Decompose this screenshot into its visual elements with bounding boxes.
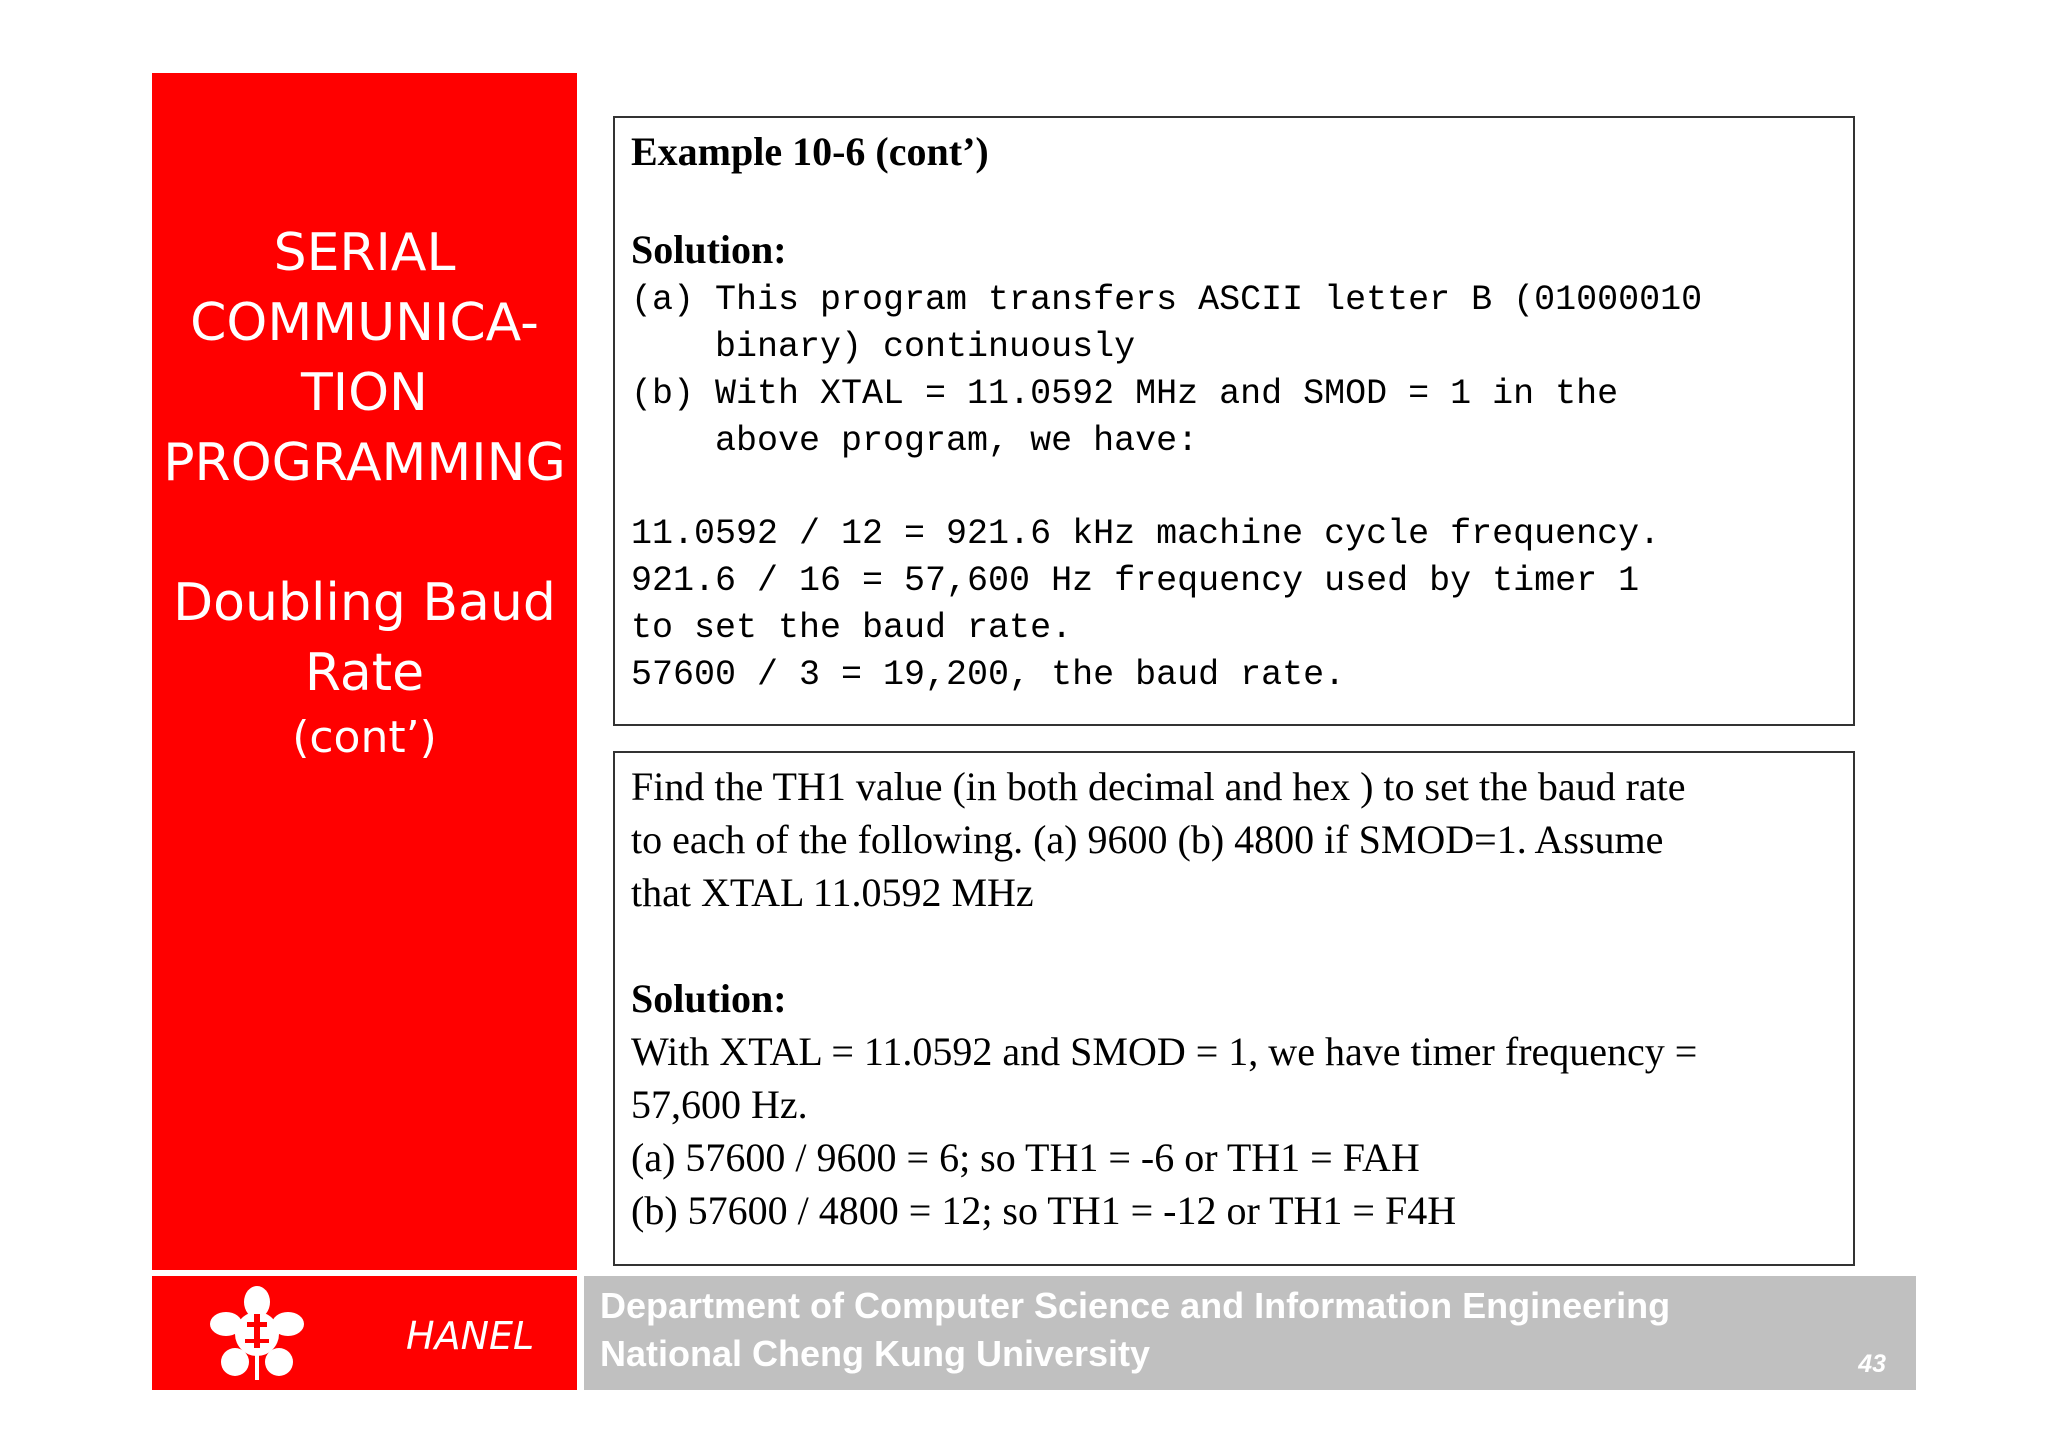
footer-info: [584, 1276, 1916, 1390]
section-title: [152, 218, 577, 498]
section-title-line: PROGRAMMING: [163, 433, 566, 493]
section-sidebar: [152, 73, 577, 1270]
section-subtitle-line: Doubling Baud: [173, 573, 556, 633]
example-line: (a) This program transfers ASCII letter B (01000010: [631, 280, 1703, 320]
page-number: 43: [1858, 1350, 1886, 1378]
question-line: Find the TH1 value (in both decimal and hex ) to set the baud rate: [631, 764, 1686, 809]
example-box: [613, 116, 1855, 726]
solution-line: 57,600 Hz.: [631, 1082, 808, 1127]
problem-box: [613, 751, 1855, 1266]
solution-line: (b) 57600 / 4800 = 12; so TH1 = -12 or TH1 = F4H: [631, 1188, 1457, 1233]
example-line: above program, we have:: [631, 421, 1199, 461]
calc-line: 11.0592 / 12 = 921.6 kHz machine cycle frequency.: [631, 514, 1661, 554]
section-title-line: TION: [301, 363, 428, 423]
calc-line: 921.6 / 16 = 57,600 Hz frequency used by timer 1: [631, 561, 1640, 601]
department-name: Department of Computer Science and Information Engineering: [600, 1285, 1671, 1326]
solution-line: With XTAL = 11.0592 and SMOD = 1, we have timer frequency =: [631, 1029, 1698, 1074]
author-name: HANEL: [406, 1314, 535, 1358]
section-title-line: COMMUNICA-: [190, 293, 539, 353]
section-subtitle-cont: (cont’): [292, 712, 437, 763]
footer-department: [600, 1282, 1670, 1378]
problem-solution-label: Solution:: [631, 976, 787, 1021]
solution-line: (a) 57600 / 9600 = 6; so TH1 = -6 or TH1 = FAH: [631, 1135, 1420, 1180]
example-heading: Example 10-6 (cont’): [631, 129, 989, 174]
section-subtitle: [152, 568, 577, 768]
example-line: binary) continuously: [631, 327, 1136, 367]
footer-brand: [152, 1276, 577, 1390]
section-subtitle-line: Rate: [304, 643, 425, 703]
example-solution-label: Solution:: [631, 227, 787, 272]
example-line: (b) With XTAL = 11.0592 MHz and SMOD = 1 in the: [631, 374, 1619, 414]
question-line: that XTAL 11.0592 MHz: [631, 870, 1034, 915]
university-name: National Cheng Kung University: [600, 1333, 1151, 1374]
university-logo-icon: [202, 1284, 312, 1382]
section-title-line: SERIAL: [273, 223, 456, 283]
question-line: to each of the following. (a) 9600 (b) 4800 if SMOD=1. Assume: [631, 817, 1664, 862]
calc-line: 57600 / 3 = 19,200, the baud rate.: [631, 655, 1346, 695]
calc-line: to set the baud rate.: [631, 608, 1073, 648]
